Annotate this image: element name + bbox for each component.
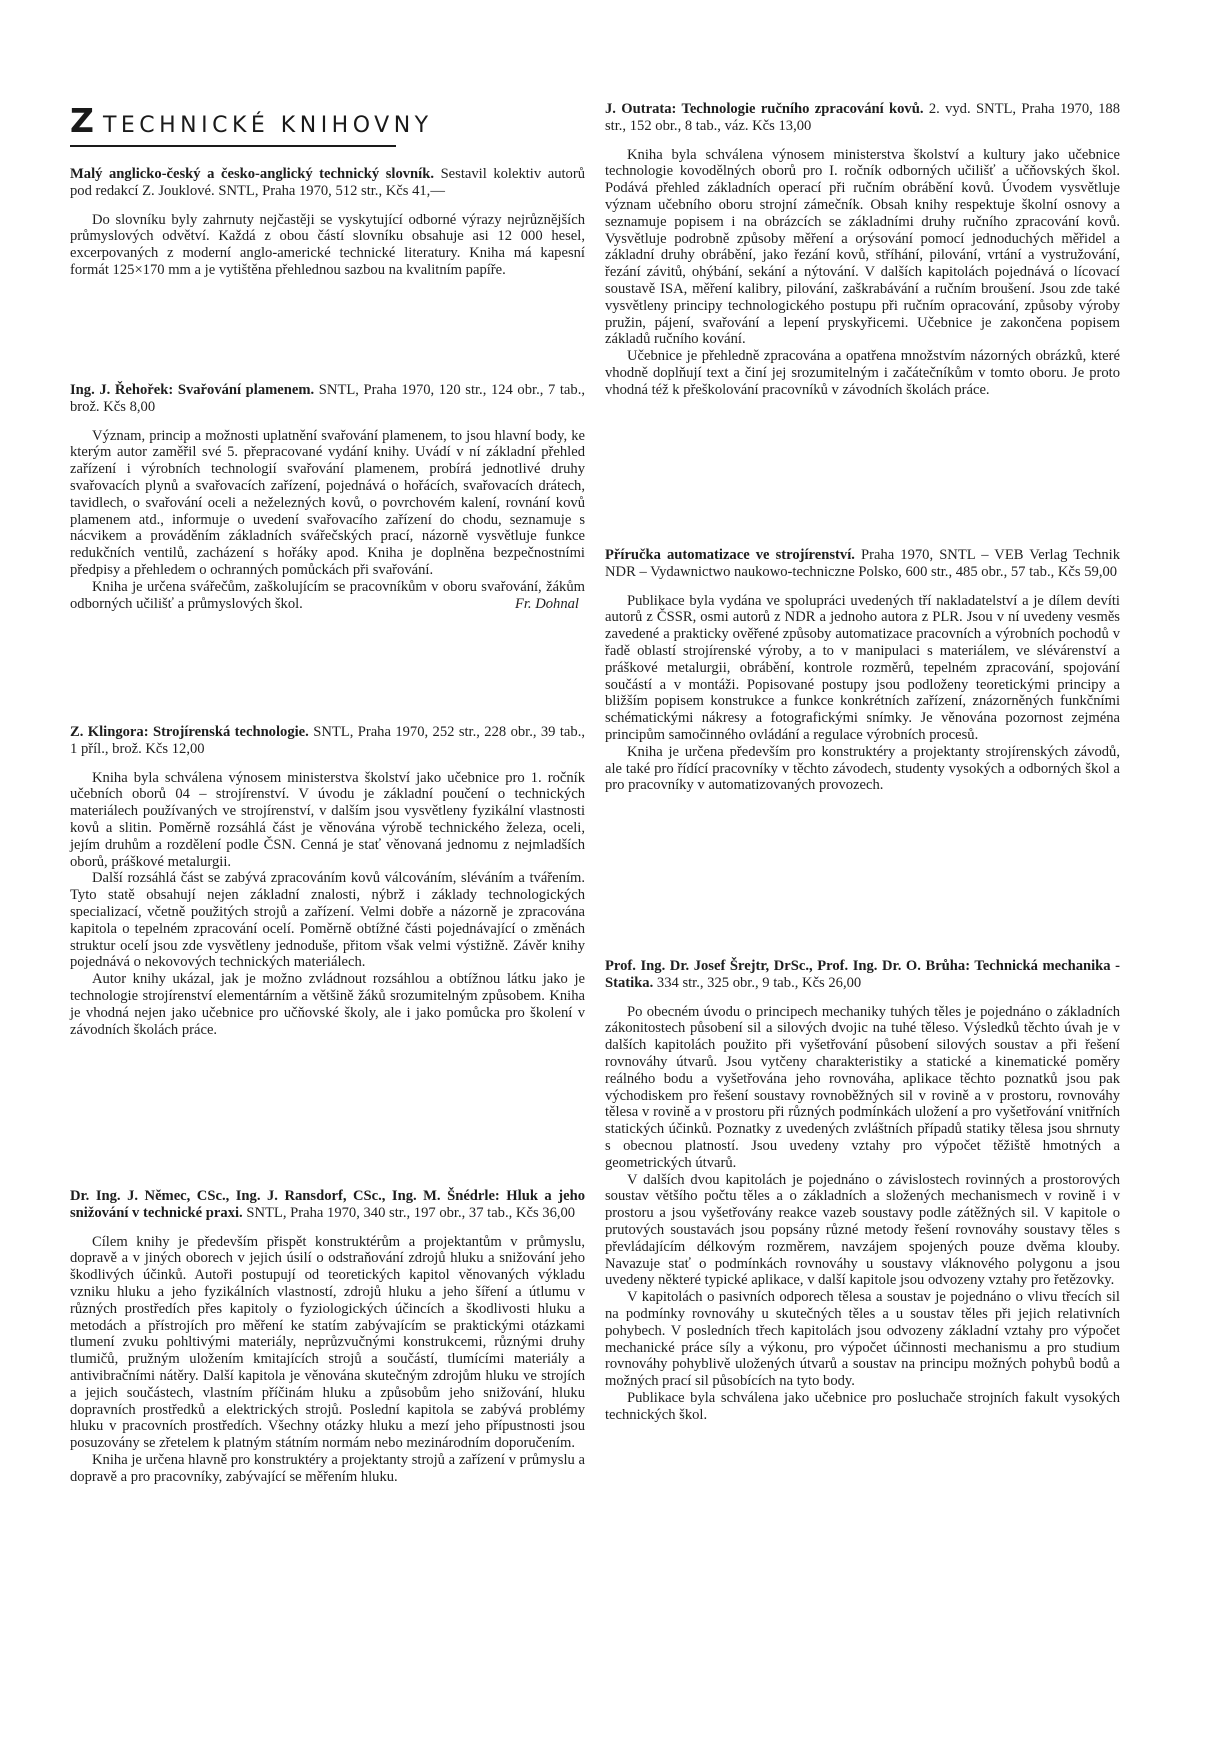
section-heading-title: TECHNICKÉ KNIHOVNY [102, 113, 433, 138]
review-headline: Z. Klingora: Strojírenská technologie. [70, 724, 309, 740]
book-review [70, 166, 585, 279]
review-headline: Ing. J. Řehořek: Svařování plamenem. [70, 382, 315, 398]
review-paragraph: Význam, princip a možnosti uplatnění svařování plamenem, to jsou hlavní body, ke kterým autor zaměřil své 5. přepracované vydání knihy. Uvádí v ní základní přehled zařízení i výrobních technologií svařování plamenem, probírá jednotlivé druhy svařovacích plynů a svařovacích zařízení, pojednává o hořácích, svařovacích drátech, tavidlech, o svařování oceli a neželezných kovů, o povrchovém kalení, rovnání kovů plamenem atd., informuje o uvedení svařovacího zařízení do chodu, seznamuje s nácvikem a prováděním základních svářečských prací, názorně vysvětluje funkce redukčních ventilů, zacházení s hořáky apod. Kniha je doplněna bezpečnostními předpisy a přehledem o ochranných pomůckách při svařování. [70, 427, 585, 578]
review-paragraph: Kniha byla schválena výnosem ministerstva školství a kultury jako učebnice technologie kovodělných oborů pro I. ročník odborných učilišť a učňovských škol. Podává přehled základních operací při ručním obrábění kovů. Úvodem vysvětluje význam učebního oboru strojní zámečník. Obsah knihy respektuje školní osnovy a seznamuje popisem i na obrázcích se základními druhy ručního zpracování kovů. Vysvětluje podrobně způsoby měření a orýsování pomocí jednoduchých měřidel a základní druhy obrábění, jako řezání kovů, stříhání, pilování, vrtání a vystružování, řezání závitů, ohýbání, sekání a nýtování. V dalších kapitolách pojednává o lícovací soustavě ISA, měření kalibry, pilování, zaškrabávání a ručním broušení. Jsou zde také vysvětleny principy technologického postupu při ručním opracování, způsoby výroby pružin, pájení, svařování a lepení pryskyřicemi. Učebnice je zakončena popisem základů ručního kování. [605, 146, 1120, 348]
review-paragraph: Cílem knihy je především přispět konstruktérům a projektantům v průmyslu, dopravě a v jiných oborech v jejich úsilí o odstraňování zdrojů hluku a snižování jeho škodlivých účinků. Autoři postupují od teoretických kapitol věnovaných výkladu vzniku hluku a jeho fyzikálních vlastností, zdrojů hluku a jeho šíření a útlumu v různých prostředích přes kapitoly o fyziologických účincích a škodlivosti hluku a metodách a přístrojích pro měření ke statím zabývajícím se praktickými otázkami tlumení zvuku pohltivými materiály, neprůzvučnými konstrukcemi, různými druhy tlumičů, pružným uložením kmitajících strojů a součástí, tlumícími materiály a antivibračními nátěry. Další kapitola je věnována skutečným zdrojům hluku ve strojích a jejich součástech, vlastním příčinám hluku a způsobům jeho snižování, hluku dopravních prostředků a elektrických strojů. Poslední kapitola se zabývá problémy hluku v pracovních prostředích. Všechny otázky hluku a mezí jeho přípustnosti jsou posuzovány se zřetelem k platným státním normám nebo mezinárodním doporučením. [70, 1233, 585, 1452]
review-paragraph: Publikace byla schválena jako učebnice pro posluchače strojních fakult vysokých technických škol. [605, 1389, 1120, 1423]
section-heading-letter: Z [70, 101, 94, 140]
review-paragraph: Učebnice je přehledně zpracována a opatřena množstvím názorných obrázků, které vhodně doplňují text a činí jej srozumitelným i začátečníkům v tomto oboru. Je proto vhodná též k přeškolování pracovníků v závodních školách práce. [605, 348, 1120, 398]
book-review [70, 382, 585, 612]
review-paragraph: V dalších dvou kapitolách je pojednáno o závislostech rovinných a prostorových soustav většího počtu těles a o základních a složených mechanismech v rovině i v prostoru a jsou vyšetřovány reakce vazeb soustavy podle zátěžných sil. V kapitole o prutových soustavách jsou popsány různé metody řešení rovnováhy soustavy těles s převládajícím délkovým rozměrem, navzájem spojených pouze dvěma klouby. Navazuje stať o podmínkách rovnováhy u soustavy vláknového polygonu a jsou uvedeny některé typické aplikace, v další kapitole jsou odvozeny vztahy pro řetězovky. [605, 1171, 1120, 1289]
review-headline: Dr. Ing. J. Němec, CSc., Ing. J. Ransdorf, CSc., Ing. M. Šnédrle: Hluk a jeho snižování v technické praxi. [70, 1188, 585, 1221]
section-heading [70, 101, 433, 147]
book-review [605, 547, 1120, 794]
book-review [70, 724, 585, 1038]
review-paragraph: V kapitolách o pasivních odporech tělesa a soustav je pojednáno o vlivu třecích sil na podmínky rovnováhy u skutečných těles a u soustav těles při jejich relativních pohybech. V posledních třech kapitolách jsou odvozeny základní vztahy pro výpočet mechanické práce síly a výkonu, pro výpočet účinnosti mechanismu a pro studium rovnováhy pohyblivě uložených útvarů a soustav na principu možných pohybů bodů a možných prací sil působících na tyto body. [605, 1289, 1120, 1390]
book-review [605, 958, 1120, 1424]
review-citation: SNTL, Praha 1970, 120 str., 124 obr., 7 tab., brož. Kčs 8,00 [70, 382, 585, 415]
review-citation: SNTL, Praha 1970, 340 str., 197 obr., 37 tab., Kčs 36,00 [246, 1204, 576, 1221]
review-paragraph: Kniha je určena hlavně pro konstruktéry a projektanty strojů a zařízení v průmyslu a dopravě a pro pracovníky, zabývající se měřením hluku. [70, 1451, 585, 1485]
review-citation: SNTL, Praha 1970, 252 str., 228 obr., 39 tab., 1 příl., brož. Kčs 12,00 [70, 724, 585, 757]
review-paragraph: Kniha byla schválena výnosem ministerstva školství jako učebnice pro 1. ročník učebních oborů 04 – strojírenství. V úvodu je základní poučení o technických materiálech používaných ve strojírenství, v dalším jsou vysvětleny fyzikální vlastnosti kovů a slitin. Poměrně rozsáhlá část je věnována výrobě technického železa, oceli, jejím druhům a rozdělení podle ČSN. Cenná je stať věnovaná jednomu z nejmladších oborů, práškové metalurgii. [70, 769, 585, 870]
review-paragraph: Další rozsáhlá část se zabývá zpracováním kovů válcováním, sléváním a tvářením. Tyto statě obsahují nejen základní znalosti, nýbrž i základy technologických specializací, včetně použitých strojů a zařízení. Velmi dobře a názorně je zpracována kapitola o tepelném zpracování ocelí. Poměrně obtížné části pojednávající o změnách struktur ocelí jsou zde vysvětleny jednoduše, přitom však velmi výstižně. Závěr knihy pojednává o nekovových technických materiálech. [70, 870, 585, 971]
book-review [70, 1188, 585, 1486]
review-paragraph: Autor knihy ukázal, jak je možno zvládnout rozsáhlou a obtížnou látku jako je technologie strojírenství elementárním a většině žáků srozumitelným způsobem. Kniha je vhodná nejen jako učebnice pro učňovské školy, ale i jako pomůcka pro školení v závodních školách práce. [70, 971, 585, 1038]
review-headline: J. Outrata: Technologie ručního zpracování kovů. [605, 101, 924, 117]
review-headline: Prof. Ing. Dr. Josef Šrejtr, DrSc., Prof. Ing. Dr. O. Brůha: Technická mechanika - Statika. [605, 958, 1120, 991]
review-paragraph: Do slovníku byly zahrnuty nejčastěji se vyskytující odborné výrazy nejrůznějších průmyslových odvětví. Každá z obou částí slovníku obsahuje asi 12 000 hesel, excerpovaných z moderní anglo-americké technické literatury. Kniha má kapesní formát 125×170 mm a je vytištěna přehlednou sazbou na kvalitním papíře. [70, 211, 585, 278]
review-paragraph: Publikace byla vydána ve spolupráci uvedených tří nakladatelství a je dílem devíti autorů z ČSSR, osmi autorů z NDR a jednoho autora z PLR. Jsou v ní uvedeny vesměs zavedené a prakticky ověřené způsoby automatizace pracovních a výrobních pochodů v řadě oblastí strojírenské výroby, a to v manipulaci s materiálem, ve slévárenství a práškové metalurgii, obrábění, kontrole rozměrů, tepelném zpracování, spojování součástí a v montáži. Popisované postupy jsou podloženy teoretickými principy a bližším popisem konstrukce a funkce konkrétních zařízení, znázorněných funkčními schématickými nákresy a fotografickými snímky. Je věnována pozornost zejména principům samočinného ovládání a regulace výrobních procesů. [605, 592, 1120, 743]
review-paragraph: Kniha je určena svářečům, zaškolujícím se pracovníkům v oboru svařování, žákům odborných učilišť a průmyslových škol. [70, 578, 585, 612]
review-citation: Praha 1970, SNTL – VEB Verlag Technik NDR – Vydawnictwo naukowo-techniczne Polsko, 600 str., 485 obr., 57 tab., Kčs 59,00 [605, 547, 1120, 580]
review-citation: Sestavil kolektiv autorů pod redakcí Z. Jouklové. SNTL, Praha 1970, 512 str., Kčs 41,— [70, 166, 585, 199]
review-citation: 2. vyd. SNTL, Praha 1970, 188 str., 152 obr., 8 tab., váz. Kčs 13,00 [605, 101, 1120, 134]
review-headline: Příručka automatizace ve strojírenství. [605, 547, 855, 563]
review-signature: Fr. Dohnal [514, 595, 579, 612]
review-citation: 334 str., 325 obr., 9 tab., Kčs 26,00 [656, 974, 862, 991]
review-paragraph: Kniha je určena především pro konstruktéry a projektanty strojírenských závodů, ale také pro řídící pracovníky v těchto závodech, studenty vysokých a odborných škol a pro pracovníky v automatizovaných provozech. [605, 743, 1120, 794]
heading-underline [70, 145, 396, 147]
review-headline: Malý anglicko-český a česko-anglický technický slovník. [70, 166, 434, 182]
review-paragraph: Po obecném úvodu o principech mechaniky tuhých těles je pojednáno o základních zákonitostech působení sil a silových dvojic na tuhé těleso. Výsledků těchto úvah je v dalších kapitolách použito při vyšetřování působení silových soustav a při řešení rovnováhy útvarů. Jsou vytčeny charakteristiky a statické a kinematické poměry reálného bodu a vyšetřována jeho rovnováha, aplikace těchto poznatků jsou pak východiskem pro řešení soustavy rovnoběžných sil v rovině a v prostoru, rovnováhy tělesa v rovině a v prostoru při různých podmínkách uložení a pro vyšetřování vnitřních statických účinků. Poznatky z uvedených zvláštních případů statiky tělesa jsou shrnuty s obecnou platností. Jsou uvedeny vztahy pro výpočet těžiště hmotných a geometrických útvarů. [605, 1003, 1120, 1171]
book-review [605, 101, 1120, 399]
